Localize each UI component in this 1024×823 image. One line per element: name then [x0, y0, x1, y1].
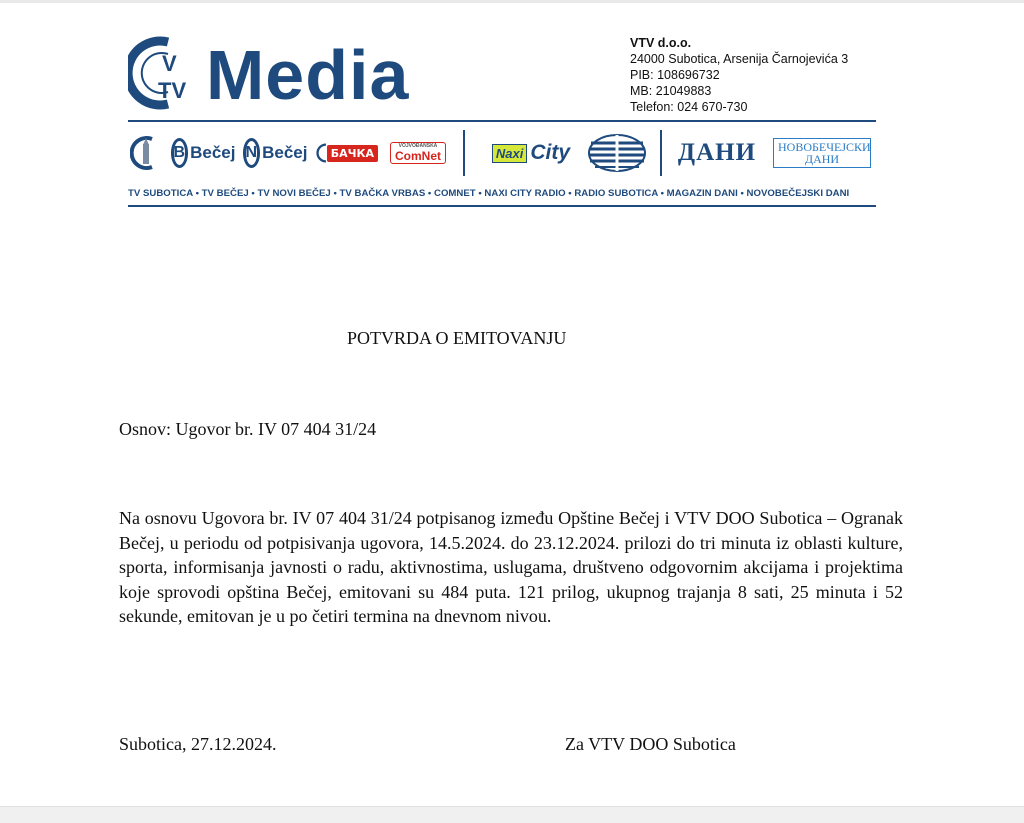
page-top-edge: [0, 0, 1024, 3]
document-title: POTVRDA O EMITOVANJU: [347, 328, 567, 348]
company-phone: Telefon: 024 670-730: [630, 100, 748, 114]
brand-backa-label: БАЧКА: [327, 145, 378, 162]
viewer-bottom-edge: [0, 806, 1024, 823]
brand-comnet-label: ComNet: [394, 149, 441, 163]
brand-city-label: City: [530, 141, 571, 164]
logo-wordmark: Media: [206, 36, 410, 114]
brand-separator: [660, 130, 662, 176]
novobecejski-dani-logo: [768, 128, 876, 178]
company-pib: PIB: 108696732: [630, 68, 720, 82]
tv-subotica-logo: [128, 128, 162, 178]
brand-novi-becej-label: Bečej: [262, 143, 308, 162]
naxi-city-logo: [476, 128, 586, 178]
brand-becej-label: Bečej: [190, 143, 236, 162]
backa-arc-icon: [316, 140, 327, 166]
media-tagline: TV SUBOTICA • TV BEČEJ • TV NOVI BEČEJ • TV BAČKA VRBAS • COMNET • NAXI CITY RADIO • RADIO SUBOTICA • MAGAZIN DANI • NOVOBEČEJSKI DANI: [128, 188, 850, 199]
header-rule-bottom: [128, 205, 876, 207]
company-name: VTV d.o.o.: [630, 36, 692, 50]
document-place-date: Subotica, 27.12.2024.: [119, 734, 277, 754]
becej-circle-icon: B: [171, 138, 189, 168]
brand-separator: [463, 130, 465, 176]
brand-logo-row: [128, 128, 876, 178]
comnet-logo: VOJVOĐANSKA ComNet: [385, 128, 451, 178]
company-mb: MB: 21049883: [630, 84, 712, 98]
document-basis: Osnov: Ugovor br. IV 07 404 31/24: [119, 419, 377, 439]
logo-letters-bottom: TV: [158, 78, 187, 103]
vtv-logo-icon: [128, 36, 194, 110]
document-signatory: Za VTV DOO Subotica: [565, 734, 736, 754]
novi-becej-circle-icon: N: [243, 138, 261, 168]
brand-dani-label: ДАНИ: [677, 139, 757, 166]
tv-becej-logo: [172, 128, 234, 178]
document-body: Na osnovu Ugovora br. IV 07 404 31/24 potpisanog između Opštine Bečej i VTV DOO Subotica – Ogranak Bečej, u periodu od potpisivanja ugovora, 14.5.2024. do 23.12.2024. prilozi do tri minuta iz oblasti kulture, sporta, informisanja javnosti o radu, aktivnostima, uslugama, društveno odgovornim akcijama i projektima koje sprovodi opština Bečej, emitovani su 484 puta. 121 prilog, ukupnog trajanja 8 sati, 25 minuta i 52 sekunde, emitovan je u po četiri termina na dnevnom nivou.: [119, 508, 903, 626]
tv-backa-logo: [316, 128, 378, 178]
company-info: [630, 35, 848, 115]
subotica-tower-icon: [130, 136, 160, 170]
header-rule-top: [128, 120, 876, 122]
logo-letters-top: V: [162, 51, 177, 76]
company-address: 24000 Subotica, Arsenija Čarnojevića 3: [630, 52, 849, 66]
magazin-dani-logo: [674, 128, 760, 178]
brand-novobecejski-label: НОВОБЕЧЕЈСКИ ДАНИ: [773, 138, 871, 168]
globe-waves-icon: [587, 133, 647, 173]
tv-novi-becej-logo: [244, 128, 306, 178]
brand-naxi-label: Naxi: [492, 144, 527, 163]
radio-subotica-logo: [586, 128, 648, 178]
